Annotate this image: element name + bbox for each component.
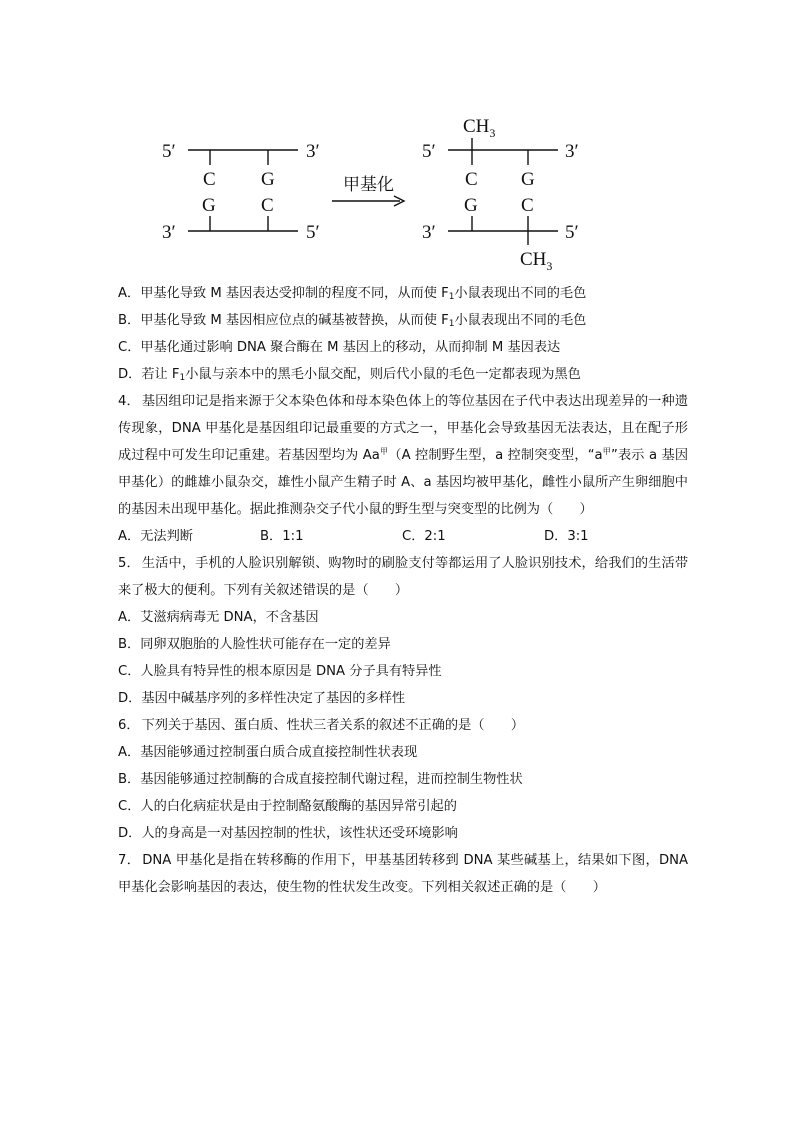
q3-option-a-sub: 1 [448,292,455,302]
q3-option-d-sub: 1 [179,373,186,383]
right-base-g1: G [464,195,478,216]
q3-option-b-text-2: 小鼠表现出不同的毛色 [454,313,587,328]
q3-option-a [118,280,688,307]
q3-option-c: C．甲基化通过影响 DNA 聚合酶在 M 基因上的移动，从而抑制 M 基因表达 [118,340,561,355]
q3-option-d-text-1: D．若让 F [118,367,180,382]
q5-text: 生活中，手机的人脸识别解锁、购物时的刷脸支付等都运用了人脸识别技术，给我们的生活带来了极大的便利。下列有关叙述错误的是（ ） [118,556,689,598]
right-bottom-5-prime: 5′ [565,222,579,243]
q7-stem [118,847,688,901]
left-top-3-prime: 3′ [306,141,320,162]
left-base-g1: G [202,195,216,216]
q5-option-a[interactable]: A．艾滋病病毒无 DNA，不含基因 [118,610,319,625]
q4-option-c[interactable]: C．2:1 [402,529,446,544]
left-bottom-3-prime: 3′ [162,222,176,243]
q4-options [118,523,688,550]
q5-option-d[interactable]: D．基因中碱基序列的多样性决定了基因的多样性 [118,691,406,706]
q6-option-d[interactable]: D．人的身高是一对基因控制的性状，该性状还受环境影响 [118,826,458,841]
q6-text: 下列关于基因、蛋白质、性状三者关系的叙述不正确的是（ ） [141,718,525,733]
q6-option-c[interactable]: C．人的白化病症状是由于控制酪氨酸酶的基因异常引起的 [118,799,457,814]
right-base-c1: C [465,169,478,190]
q3-option-b-text-1: B．甲基化导致 M 基因相应位点的碱基被替换，从而使 F [118,313,449,328]
q3-option-a-text-2: 小鼠表现出不同的毛色 [454,286,587,301]
q4-text-3: ”表示 a 基因甲基化）的雌雄小鼠杂交，雄性小鼠产生精子时 A、a 基因均被甲基化，雌性小鼠所产生卵细胞中的基因未出现甲基化。据此推测杂交子代小鼠的野生型与突变型的比例为（ ） [118,448,689,517]
q6-number: 6． [118,718,140,733]
q6-stem [118,712,688,739]
q3-option-b-sub: 1 [448,319,455,329]
q6-option-a[interactable]: A．基因能够通过控制蛋白质合成直接控制性状表现 [118,745,418,760]
right-bottom-ch3: $CH_3$ [520,249,553,273]
q3-option-b [118,307,688,334]
dna-methylation-figure [150,105,590,275]
right-top-5-prime: 5′ [422,141,436,162]
q5-number: 5． [118,556,140,571]
q5-option-c[interactable]: C．人脸具有特异性的根本原因是 DNA 分子具有特异性 [118,664,442,679]
q6-option-b[interactable]: B．基因能够通过控制酶的合成直接控制代谢过程，进而控制生物性状 [118,772,523,787]
q4-option-a[interactable]: A．无法判断 [118,529,193,544]
q4-number: 4． [118,394,140,409]
q4-text-1: 基因组印记是指来源于父本染色体和母本染色体上的等位基因在子代中表达出现差异的一种遗传现象，DNA 甲基化是基因组印记最重要的方式之一，甲基化会导致基因无法表达，且在配子形成过程中可发生印记重建。若基因型均为 Aa [118,394,689,463]
left-base-g2: G [261,169,275,190]
arrow-label: 甲基化 [343,175,394,195]
q4-text-2: （A 控制野生型，a 控制突变型，“a [388,448,603,463]
methylated-dna [422,116,579,273]
q4-option-d[interactable]: D．3:1 [544,529,589,544]
right-base-g2: G [521,169,535,190]
dna-methylation-diagram [150,105,590,275]
q7-text: DNA 甲基化是指在转移酶的作用下，甲基基团转移到 DNA 某些碱基上，结果如下图，DNA 甲基化会影响基因的表达，使生物的性状发生改变。下列相关叙述正确的是（ ） [118,853,688,895]
q4-stem [118,388,688,523]
q4-sup-1: 甲 [379,447,389,456]
methylation-arrow [332,175,404,206]
q5-option-b[interactable]: B．同卵双胞胎的人脸性状可能存在一定的差异 [118,637,391,652]
left-top-5-prime: 5′ [162,141,176,162]
question-content [118,280,688,901]
q7-number: 7． [118,853,141,868]
q4-option-b[interactable]: B．1:1 [260,529,304,544]
q3-option-d [118,361,688,388]
left-base-c1: C [203,169,216,190]
q3-option-d-text-2: 小鼠与亲本中的黑毛小鼠交配，则后代小鼠的毛色一定都表现为黑色 [185,367,581,382]
q5-stem [118,550,688,604]
q3-option-a-text-1: A．甲基化导致 M 基因表达受抑制的程度不同，从而使 F [118,286,449,301]
right-top-3-prime: 3′ [565,141,579,162]
right-bottom-3-prime: 3′ [422,222,436,243]
left-base-c2: C [261,195,274,216]
right-top-ch3: $CH_3$ [463,116,496,140]
q4-sup-2: 甲 [602,447,611,456]
right-base-c2: C [521,195,534,216]
unmethylated-dna [162,141,320,243]
left-bottom-5-prime: 5′ [306,222,320,243]
